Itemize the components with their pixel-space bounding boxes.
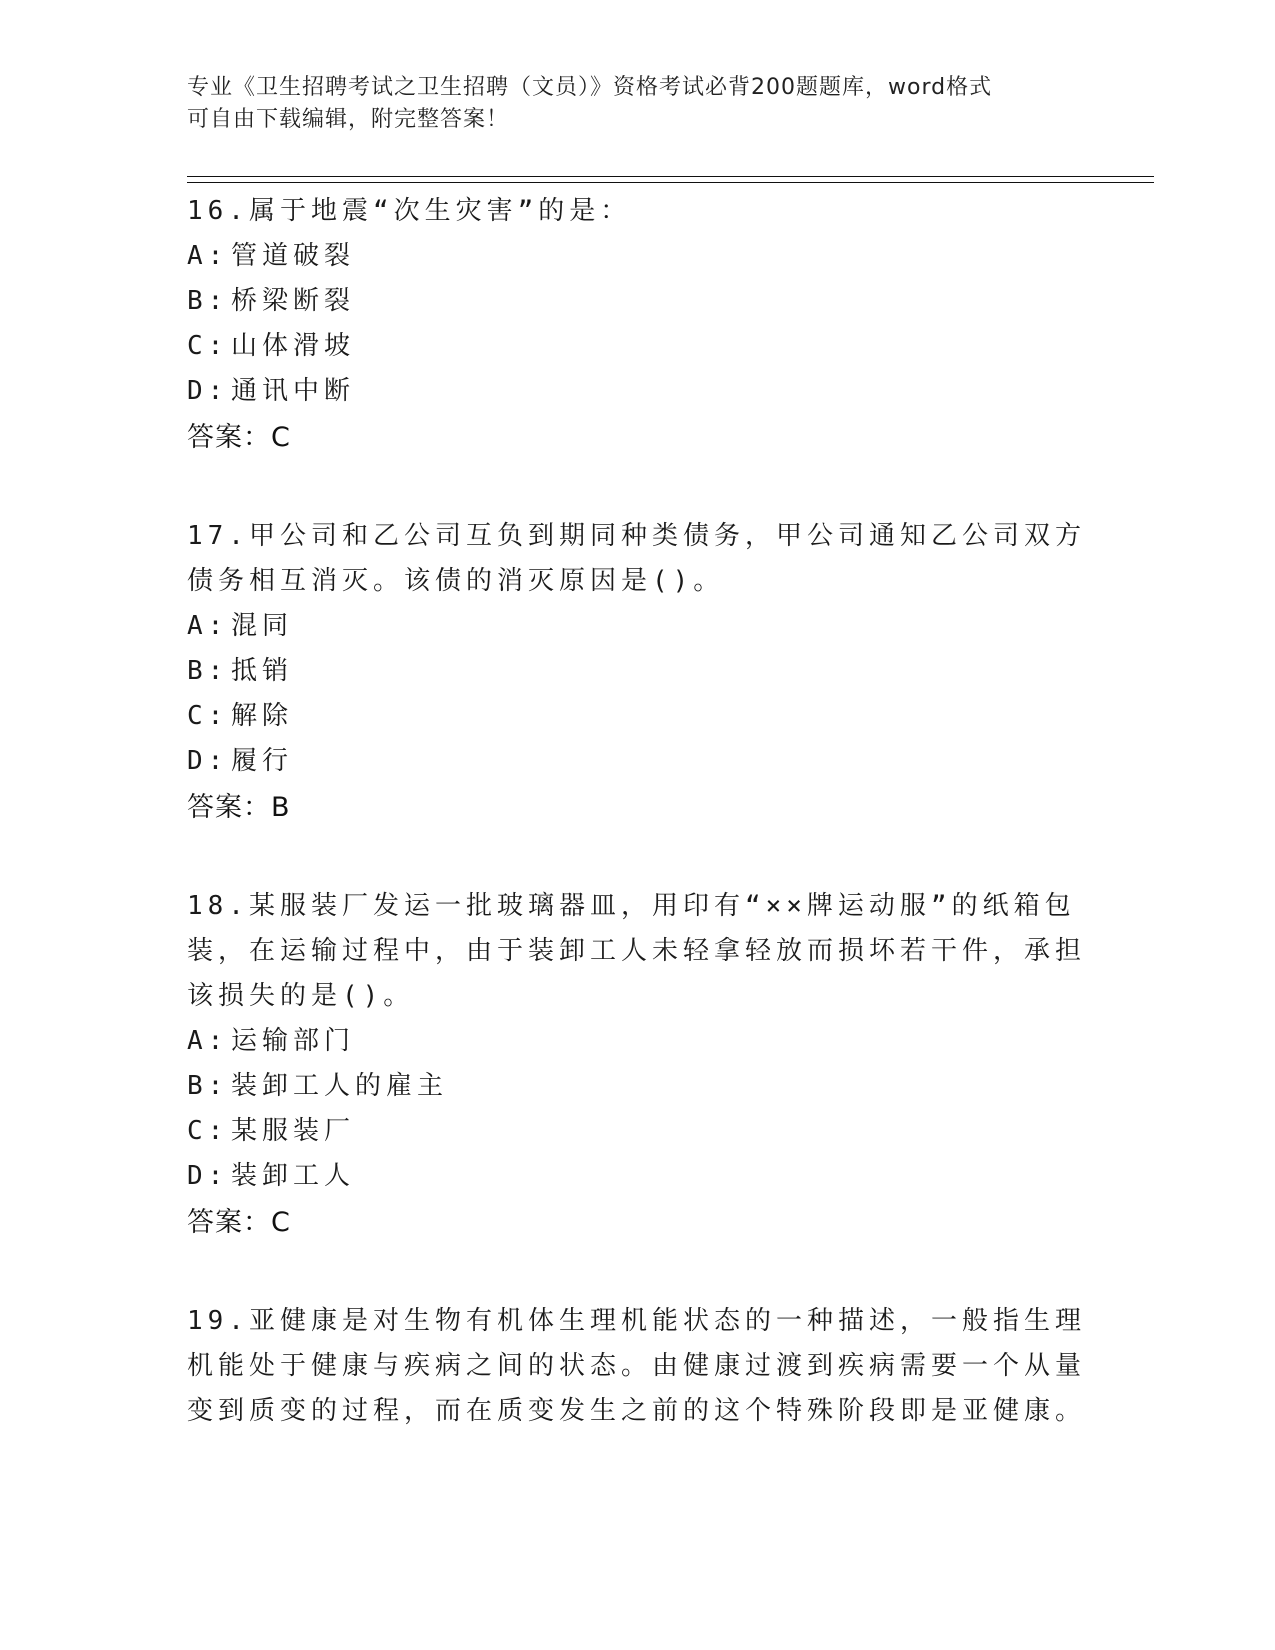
option-text: 运输部门 (231, 1026, 356, 1056)
option-key: D: (187, 746, 229, 776)
answer-label: 答案：C (187, 422, 291, 453)
question-text: 19.亚健康是对生物有机体生理机能状态的一种描述，一般指生理机能处于健康与疾病之间的状态。由健康过渡到疾病需要一个从量变到质变的过程，而在质变发生之前的这个特殊阶段即是亚健康。 (187, 1306, 1087, 1426)
header-title-line-2: 可自由下载编辑，附完整答案！ (187, 107, 510, 132)
option-d (187, 369, 1087, 414)
header-title-line-1: 专业《卫生招聘考试之卫生招聘（文员）》资格考试必背200题题库，word格式 (187, 75, 993, 100)
option-text: 混同 (231, 611, 294, 641)
option-c (187, 694, 1087, 739)
option-key: B: (187, 286, 229, 316)
option-d (187, 1154, 1087, 1199)
option-c (187, 324, 1087, 369)
question-18 (187, 881, 1087, 1246)
question-text: 16.属于地震“次生灾害”的是： (187, 196, 632, 226)
option-text: 抵销 (231, 656, 294, 686)
option-key: B: (187, 1071, 229, 1101)
option-text: 某服装厂 (231, 1116, 356, 1146)
option-key: A: (187, 1026, 229, 1056)
option-key: C: (187, 1116, 229, 1146)
option-text: 装卸工人 (231, 1161, 356, 1191)
question-text: 17.甲公司和乙公司互负到期同种类债务，甲公司通知乙公司双方债务相互消灭。该债的消灭原因是()。 (187, 521, 1086, 596)
option-text: 山体滑坡 (231, 331, 356, 361)
option-key: D: (187, 1161, 229, 1191)
header-divider-top (187, 176, 1154, 177)
option-text: 通讯中断 (231, 376, 356, 406)
option-text: 解除 (231, 701, 294, 731)
option-key: C: (187, 331, 229, 361)
question-16 (187, 186, 1087, 461)
option-text: 桥梁断裂 (231, 286, 356, 316)
answer-label: 答案：B (187, 792, 291, 823)
option-key: A: (187, 611, 229, 641)
option-a (187, 1019, 1087, 1064)
question-list (187, 186, 1087, 1484)
question-19 (187, 1296, 1087, 1434)
option-b (187, 649, 1087, 694)
option-key: B: (187, 656, 229, 686)
header-divider-bottom (187, 182, 1154, 183)
option-c (187, 1109, 1087, 1154)
option-key: C: (187, 701, 229, 731)
option-a (187, 604, 1087, 649)
option-key: A: (187, 241, 229, 271)
option-b (187, 279, 1087, 324)
option-d (187, 739, 1087, 784)
option-text: 管道破裂 (231, 241, 356, 271)
option-key: D: (187, 376, 229, 406)
option-b (187, 1064, 1087, 1109)
option-text: 履行 (231, 746, 294, 776)
answer-label: 答案：C (187, 1207, 291, 1238)
option-text: 装卸工人的雇主 (231, 1071, 449, 1101)
option-a (187, 234, 1087, 279)
question-17 (187, 511, 1087, 831)
question-text: 18.某服装厂发运一批玻璃器皿，用印有“××牌运动服”的纸箱包装，在运输过程中，由于装卸工人未轻拿轻放而损坏若干件，承担该损失的是()。 (187, 891, 1087, 1011)
document-header (187, 72, 1067, 136)
